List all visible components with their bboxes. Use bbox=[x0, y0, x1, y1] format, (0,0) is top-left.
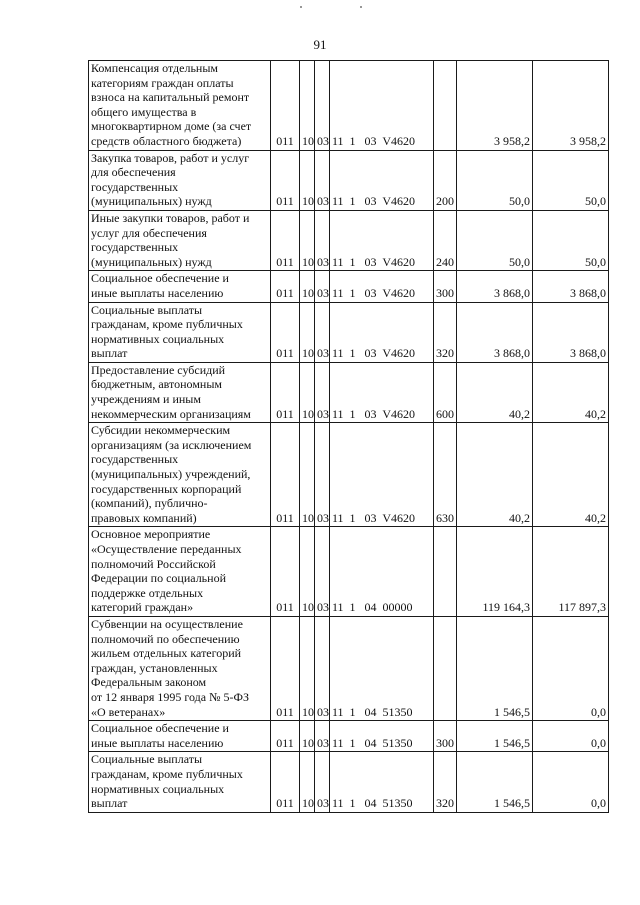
amount-first-year-cell: 119 164,3 bbox=[457, 527, 533, 617]
target-article-cell: 11 1 03 V4620 bbox=[330, 61, 434, 151]
expense-name-cell: Социальные выплаты гражданам, кроме публичных нормативных социальных выплат bbox=[89, 302, 271, 362]
expense-type-cell: 200 bbox=[434, 150, 457, 210]
expense-type-cell: 600 bbox=[434, 362, 457, 422]
expense-name-cell: Компенсация отдельным категориям граждан оплаты взноса на капитальный ремонт общего имущества в многоквартирном доме (за счет средств областного бюджета) bbox=[89, 61, 271, 151]
amount-second-year-cell: 3 868,0 bbox=[533, 302, 609, 362]
table-row bbox=[89, 721, 609, 752]
expense-name-cell: Субвенции на осуществление полномочий по обеспечению жильем отдельных категорий граждан, установленных Федеральным законом от 12 января 1995 года № 5-ФЗ «О ветеранах» bbox=[89, 616, 271, 720]
expense-name-cell: Закупка товаров, работ и услуг для обеспечения государственных (муниципальных) нужд bbox=[89, 150, 271, 210]
ministry-code-cell: 011 bbox=[271, 210, 300, 270]
section-code-cell: 10 bbox=[300, 721, 315, 752]
table-row bbox=[89, 527, 609, 617]
expense-type-cell bbox=[434, 616, 457, 720]
expense-type-cell: 630 bbox=[434, 423, 457, 527]
expense-type-cell bbox=[434, 61, 457, 151]
ministry-code-cell: 011 bbox=[271, 150, 300, 210]
target-article-cell: 11 1 03 V4620 bbox=[330, 271, 434, 302]
expense-name-cell: Социальные выплаты гражданам, кроме публичных нормативных социальных выплат bbox=[89, 752, 271, 812]
expense-type-cell: 320 bbox=[434, 302, 457, 362]
table-row bbox=[89, 752, 609, 812]
expense-name-cell: Предоставление субсидий бюджетным, автономным учреждениям и иным некоммерческим организациям bbox=[89, 362, 271, 422]
table-body bbox=[89, 61, 609, 813]
section-code-cell: 10 bbox=[300, 210, 315, 270]
subsection-code-cell: 03 bbox=[315, 527, 330, 617]
target-article-cell: 11 1 03 V4620 bbox=[330, 150, 434, 210]
amount-first-year-cell: 40,2 bbox=[457, 423, 533, 527]
expense-type-cell: 300 bbox=[434, 721, 457, 752]
scan-dot bbox=[300, 6, 302, 8]
amount-second-year-cell: 40,2 bbox=[533, 362, 609, 422]
target-article-cell: 11 1 03 V4620 bbox=[330, 423, 434, 527]
target-article-cell: 11 1 04 00000 bbox=[330, 527, 434, 617]
section-code-cell: 10 bbox=[300, 150, 315, 210]
table-row bbox=[89, 362, 609, 422]
page-number: 91 bbox=[313, 37, 327, 52]
subsection-code-cell: 03 bbox=[315, 721, 330, 752]
section-code-cell: 10 bbox=[300, 616, 315, 720]
amount-first-year-cell: 50,0 bbox=[457, 150, 533, 210]
expense-name-cell: Социальное обеспечение и иные выплаты населению bbox=[89, 721, 271, 752]
table-row bbox=[89, 423, 609, 527]
ministry-code-cell: 011 bbox=[271, 271, 300, 302]
amount-second-year-cell: 50,0 bbox=[533, 150, 609, 210]
table-row bbox=[89, 210, 609, 270]
table-row bbox=[89, 150, 609, 210]
subsection-code-cell: 03 bbox=[315, 752, 330, 812]
target-article-cell: 11 1 03 V4620 bbox=[330, 302, 434, 362]
expense-name-cell: Субсидии некоммерческим организациям (за исключением государственных (муниципальных) учреждений, государственных корпораций (компаний), публично- правовых компаний) bbox=[89, 423, 271, 527]
scan-dot bbox=[360, 6, 362, 8]
amount-first-year-cell: 50,0 bbox=[457, 210, 533, 270]
amount-first-year-cell: 3 868,0 bbox=[457, 271, 533, 302]
target-article-cell: 11 1 04 51350 bbox=[330, 721, 434, 752]
ministry-code-cell: 011 bbox=[271, 616, 300, 720]
ministry-code-cell: 011 bbox=[271, 302, 300, 362]
amount-second-year-cell: 0,0 bbox=[533, 752, 609, 812]
section-code-cell: 10 bbox=[300, 271, 315, 302]
subsection-code-cell: 03 bbox=[315, 210, 330, 270]
subsection-code-cell: 03 bbox=[315, 302, 330, 362]
amount-first-year-cell: 40,2 bbox=[457, 362, 533, 422]
section-code-cell: 10 bbox=[300, 362, 315, 422]
table-row bbox=[89, 271, 609, 302]
amount-second-year-cell: 3 958,2 bbox=[533, 61, 609, 151]
amount-second-year-cell: 40,2 bbox=[533, 423, 609, 527]
subsection-code-cell: 03 bbox=[315, 362, 330, 422]
expense-type-cell bbox=[434, 527, 457, 617]
amount-second-year-cell: 3 868,0 bbox=[533, 271, 609, 302]
section-code-cell: 10 bbox=[300, 423, 315, 527]
target-article-cell: 11 1 03 V4620 bbox=[330, 362, 434, 422]
table-row bbox=[89, 302, 609, 362]
amount-first-year-cell: 3 868,0 bbox=[457, 302, 533, 362]
section-code-cell: 10 bbox=[300, 527, 315, 617]
table-row bbox=[89, 616, 609, 720]
amount-second-year-cell: 0,0 bbox=[533, 616, 609, 720]
amount-first-year-cell: 1 546,5 bbox=[457, 616, 533, 720]
ministry-code-cell: 011 bbox=[271, 423, 300, 527]
subsection-code-cell: 03 bbox=[315, 616, 330, 720]
section-code-cell: 10 bbox=[300, 302, 315, 362]
expense-type-cell: 320 bbox=[434, 752, 457, 812]
ministry-code-cell: 011 bbox=[271, 362, 300, 422]
amount-second-year-cell: 0,0 bbox=[533, 721, 609, 752]
ministry-code-cell: 011 bbox=[271, 721, 300, 752]
amount-first-year-cell: 1 546,5 bbox=[457, 721, 533, 752]
expense-name-cell: Иные закупки товаров, работ и услуг для обеспечения государственных (муниципальных) нужд bbox=[89, 210, 271, 270]
amount-second-year-cell: 50,0 bbox=[533, 210, 609, 270]
subsection-code-cell: 03 bbox=[315, 150, 330, 210]
subsection-code-cell: 03 bbox=[315, 61, 330, 151]
section-code-cell: 10 bbox=[300, 61, 315, 151]
expense-type-cell: 240 bbox=[434, 210, 457, 270]
amount-first-year-cell: 3 958,2 bbox=[457, 61, 533, 151]
target-article-cell: 11 1 03 V4620 bbox=[330, 210, 434, 270]
ministry-code-cell: 011 bbox=[271, 752, 300, 812]
expense-name-cell: Основное мероприятие «Осуществление переданных полномочий Российской Федерации по социальной поддержке отдельных категорий граждан» bbox=[89, 527, 271, 617]
target-article-cell: 11 1 04 51350 bbox=[330, 616, 434, 720]
expense-type-cell: 300 bbox=[434, 271, 457, 302]
target-article-cell: 11 1 04 51350 bbox=[330, 752, 434, 812]
ministry-code-cell: 011 bbox=[271, 527, 300, 617]
subsection-code-cell: 03 bbox=[315, 271, 330, 302]
ministry-code-cell: 011 bbox=[271, 61, 300, 151]
amount-second-year-cell: 117 897,3 bbox=[533, 527, 609, 617]
expense-name-cell: Социальное обеспечение и иные выплаты населению bbox=[89, 271, 271, 302]
amount-first-year-cell: 1 546,5 bbox=[457, 752, 533, 812]
budget-table bbox=[88, 60, 609, 813]
subsection-code-cell: 03 bbox=[315, 423, 330, 527]
table-row bbox=[89, 61, 609, 151]
section-code-cell: 10 bbox=[300, 752, 315, 812]
